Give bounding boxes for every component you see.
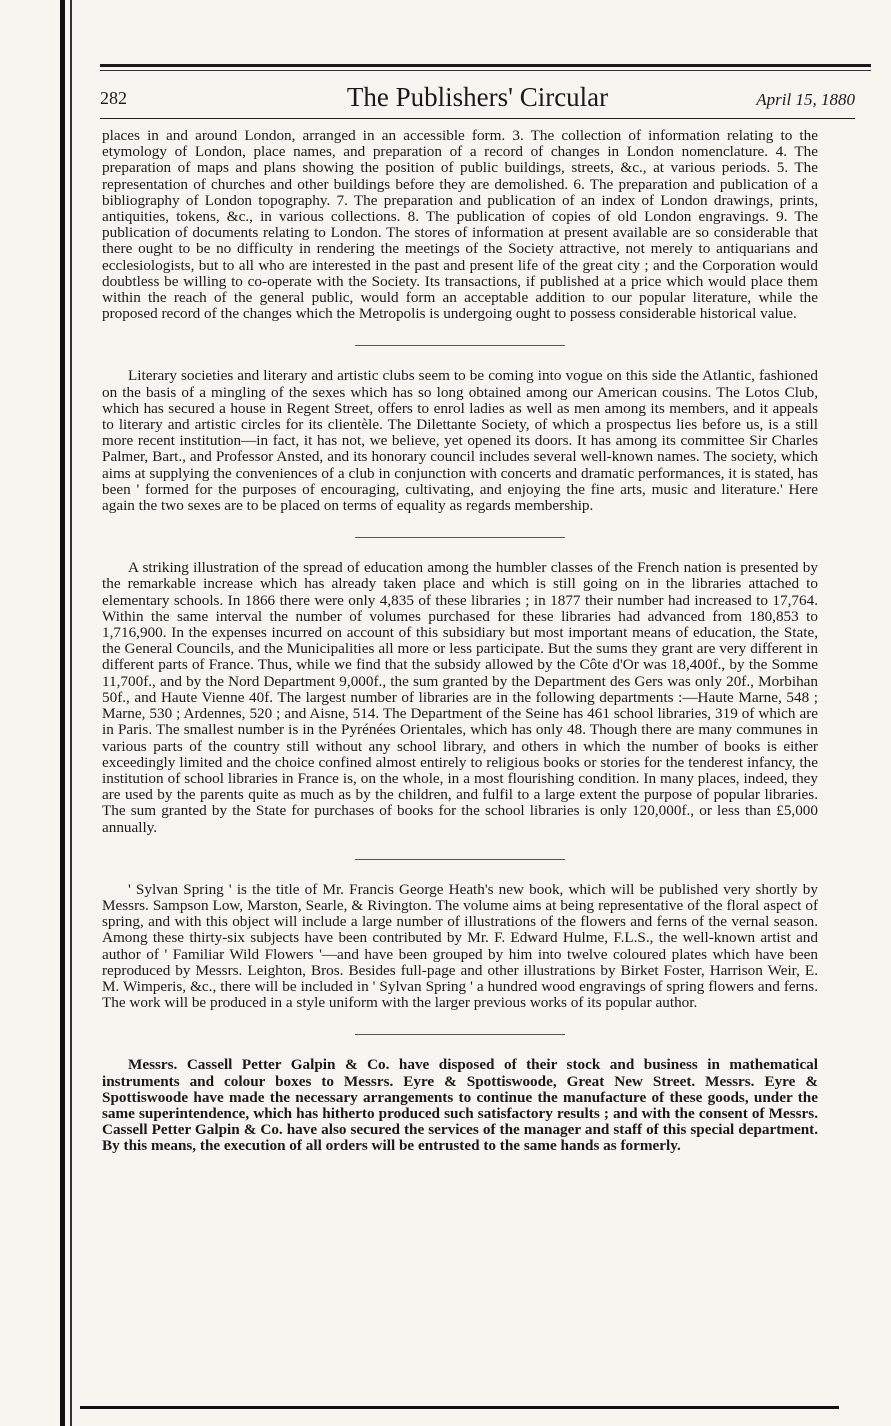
bottom-rule xyxy=(80,1406,839,1409)
page-number: 282 xyxy=(100,88,127,108)
section-divider xyxy=(355,345,565,346)
page-header xyxy=(100,82,855,116)
paragraph-french-school-libraries: A striking illustration of the spread of education among the humbler classes of the French nation is presented by the remarkable increase which has already taken place and which is still going on in the libraries attached to elementary schools. In 1866 there were only 4,835 of these libraries ; in 1877 their number had increased to 17,764. Within the same interval the number of volumes purchased for these libraries had advanced from 180,853 to 1,716,900. In the expenses incurred on account of this subsidiary but most important means of education, the State, the General Councils, and the Municipalities all more or less participate. But the sums they grant are very different in different parts of France. Thus, while we find that the subsidy allowed by the Côte d'Or was 18,400f., by the Somme 11,700f., and by the Nord Department 9,000f., the sum granted by the Department des Gers was only 20f., Morbihan 50f., and Haute Vienne 40f. The largest number of libraries are in the following departments :—Haute Marne, 548 ; Marne, 530 ; Ardennes, 520 ; and Aisne, 514. The Department of the Seine has 461 school libraries, 319 of which are in Paris. The smallest number is in the Pyrénées Orientales, which has only 48. Though there are many communes in various parts of the country still without any school library, and others in which the number of books is either exceedingly limited and the choice confined almost entirely to religious books or stories for the tenderest infancy, the institution of school libraries in France is, on the whole, in a most flourishing condition. In many places, indeed, they are used by the parents quite as much as by the children, and fulfil to a large extent the purpose of popular libraries. The sum granted by the State for purchases of books for the school libraries is only 120,000f., or less than £5,000 annually. xyxy=(102,559,818,836)
running-title: The Publishers' Circular xyxy=(346,82,609,112)
page-left-border-inner xyxy=(70,0,72,1426)
issue-date: April 15, 1880 xyxy=(756,90,855,109)
section-divider xyxy=(355,537,565,538)
section-divider xyxy=(355,859,565,860)
paragraph-london-society: places in and around London, arranged in an accessible form. 3. The collection of information relating to the etymology of London, place names, and preparation of a record of changes in London nomenclature. 4. The preparation of maps and plans showing the position of public buildings, streets, &c., at various periods. 5. The representation of churches and other buildings before they are demolished. 6. The preparation and publication of a bibliography of London topography. 7. The preparation and publication of an index of London drawings, prints, antiquities, tokens, &c., in various collections. 8. The publication of copies of old London engravings. 9. The publication of documents relating to London. The stores of information at present available are so considerable that there ought to be no difficulty in rendering the meetings of the Society attractive, not merely to antiquarians and ecclesiologists, but to all who are interested in the past and present life of the great city ; and the Corporation would doubtless be willing to co-operate with the Society. Its transactions, if published at a price which would place them within the reach of the general public, would form an acceptable addition to our popular literature, while the proposed record of the changes which the Metropolis is undergoing ought to possess considerable historical value. xyxy=(102,127,818,323)
section-divider xyxy=(355,1034,565,1035)
top-rule xyxy=(100,64,871,67)
article-body xyxy=(102,128,818,1155)
paragraph-literary-societies: Literary societies and literary and artistic clubs seem to be coming into vogue on this side the Atlantic, fashioned on the basis of a mingling of the sexes which has so long obtained among our American cousins. The Lotos Club, which has secured a house in Regent Street, offers to enrol ladies as well as men among its members, and it appeals to literary and artistic circles for its clientèle. The Dilettante Society, of which a prospectus lies before us, is a still more recent institution—in fact, it has not, we believe, yet opened its doors. It has among its committee Sir Charles Palmer, Bart., and Professor Ansted, and its honorary council includes several well-known names. The society, which aims at supplying the conveniences of a club in conjunction with concerts and dramatic performances, it is stated, has been ' formed for the purposes of encouraging, cultivating, and enjoying the fine arts, music and literature.' Here again the two sexes are to be placed on terms of equality as regards membership. xyxy=(102,367,818,515)
top-rule-thin xyxy=(100,70,871,71)
paragraph-sylvan-spring: ' Sylvan Spring ' is the title of Mr. Francis George Heath's new book, which will be published very shortly by Messrs. Sampson Low, Marston, Searle, & Rivington. The volume aims at being representative of the floral aspect of spring, and with this object will include a large number of illustrations of the flowers and ferns of the vernal season. Among these thirty-six subjects have been contributed by Mr. F. Edward Hulme, F.L.S., the well-known artist and author of ' Familiar Wild Flowers '—and have been grouped by him into twelve coloured plates which have been reproduced by Messrs. Leighton, Bros. Besides full-page and other illustrations by Birket Foster, Harrison Weir, E. M. Wimperis, &c., there will be included in ' Sylvan Spring ' a hundred wood engravings of spring flowers and ferns. The work will be produced in a style uniform with the larger previous works of its popular author. xyxy=(102,880,818,1012)
page-left-border xyxy=(60,0,65,1426)
paragraph-cassell-notice: Messrs. Cassell Petter Galpin & Co. have disposed of their stock and business in mathematical instruments and colour boxes to Messrs. Eyre & Spottiswoode, Great New Street. Messrs. Eyre & Spottiswoode have made the necessary arrangements to continue the manufacture of these goods, under the same superintendence, which has hitherto produced such satisfactory results ; and with the consent of Messrs. Cassell Petter Galpin & Co. have also secured the services of the manager and staff of this special department. By this means, the execution of all orders will be entrusted to the same hands as formerly. xyxy=(102,1056,818,1155)
header-rule xyxy=(100,118,855,119)
